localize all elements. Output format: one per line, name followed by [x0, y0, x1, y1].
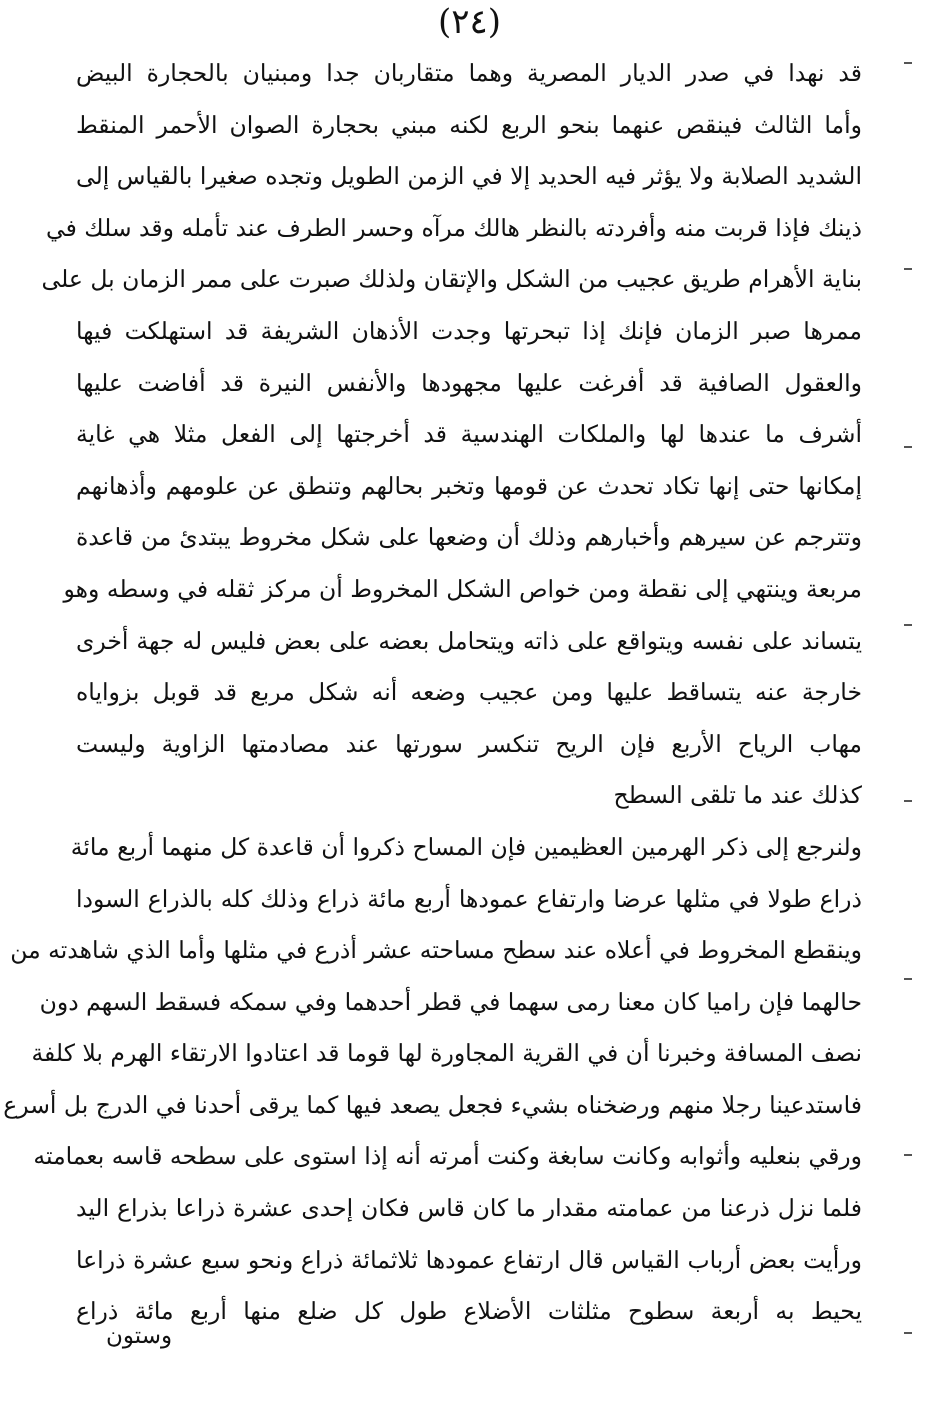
text-line: كذلك عند ما تلقى السطح [613, 781, 862, 810]
text-line: نصف المسافة وخبرنا أن في القرية المجاورة لها قوما قد اعتادوا الارتقاء الهرم بلا كلفة [31, 1039, 862, 1068]
text-line: إمكانها حتى إنها تكاد تحدث عن قومها وتخبر بحالهم وتنطق عن علومهم وأذهانهم [76, 471, 862, 500]
text-line: بناية الأهرام طريق عجيب من الشكل والإتقان ولذلك صبرت على ممر الزمان بل على [41, 265, 862, 294]
text-line: مهاب الرياح الأربع فإن الريح تنكسر سورتها عند مصادمتها الزاوية وليست [76, 729, 862, 758]
margin-tick [904, 978, 912, 980]
text-line: ممرها صبر الزمان فإنك إذا تبحرتها وجدت الأذهان الشريفة قد استهلكت فيها [76, 316, 862, 345]
text-line: وأما الثالث فينقص عنهما بنحو الربع لكنه مبني بحجارة الصوان الأحمر المنقط [76, 110, 862, 139]
text-line: يتساند على نفسه ويتواقع على ذاته ويتحامل بعضه على بعض فليس له جهة أخرى [76, 626, 862, 655]
text-line: أشرف ما عندها لها والملكات الهندسية قد أخرجتها إلى الفعل مثلا هي غاية [76, 420, 862, 449]
text-line: يحيط به أربعة سطوح مثلثات الأضلاع طول كل ضلع منها أربع مائة ذراع [76, 1297, 862, 1326]
margin-tick [904, 624, 912, 626]
catchword: وستون [106, 1323, 173, 1349]
page-text [3, 48, 862, 1338]
text-line: ورأيت بعض أرباب القياس قال ارتفاع عمودها ثلاثمائة ذراع ونحو سبع عشرة ذراعا [76, 1245, 862, 1274]
text-line: ذينك فإذا قربت منه وأفردته بالنظر هالك مرآه وحسر الطرف عند تأمله وقد سلك في [46, 213, 862, 242]
text-line: ولنرجع إلى ذكر الهرمين العظيمين فإن المساح ذكروا أن قاعدة كل منهما أربع مائة [70, 832, 862, 861]
margin-tick [904, 62, 912, 64]
text-line: ذراع طولا في مثلها عرضا وارتفاع عمودها أربع مائة ذراع وذلك كله بالذراع السودا [76, 884, 862, 913]
margin-tick [904, 1154, 912, 1156]
text-line: فلما نزل ذرعنا من عمامته مقدار ما كان قاس فكان إحدى عشرة ذراعا بذراع اليد [76, 1194, 862, 1223]
text-line: فاستدعينا رجلا منهم ورضخناه بشيء فجعل يصعد فيها كما يرقى أحدنا في الدرج بل أسرع [3, 1090, 862, 1119]
margin-tick [904, 1332, 912, 1334]
margin-tick [904, 268, 912, 270]
text-line: الشديد الصلابة ولا يؤثر فيه الحديد إلا في الزمن الطويل وتجده صغيرا بالقياس إلى [75, 162, 862, 191]
text-line: ورقي بنعليه وأثوابه وكانت سابغة وكنت أمرته أنه إذا استوى على سطحه قاسه بعمامته [33, 1142, 862, 1171]
text-line: مربعة وينتهي إلى نقطة ومن خواص الشكل المخروط أن مركز ثقله في وسطه وهو [63, 574, 862, 603]
text-line: قد نهدا في صدر الديار المصرية وهما متقاربان جدا ومبنيان بالحجارة البيض [76, 59, 862, 87]
text-line: وينقطع المخروط في أعلاه عند سطح مساحته عشر أذرع في مثلها وأما الذي شاهدته من [10, 936, 862, 965]
text-line: وتترجم عن سيرهم وأخبارهم وذلك أن وضعها على شكل مخروط يبتدئ من قاعدة [76, 523, 862, 552]
text-line: خارجة عنه يتساقط عليها ومن عجيب وضعه أنه شكل مربع قد قوبل بزواياه [76, 678, 862, 707]
margin-tick [904, 800, 912, 802]
page-number: (٢٤) [437, 2, 502, 42]
text-line: حالهما فإن راميا كان معنا رمى سهما في قطر أحدهما وفي سمكه فسقط السهم دون [39, 987, 862, 1016]
text-line: والعقول الصافية قد أفرغت عليها مجهودها والأنفس النيرة قد أفاضت عليها [76, 368, 862, 397]
margin-tick [904, 446, 912, 448]
